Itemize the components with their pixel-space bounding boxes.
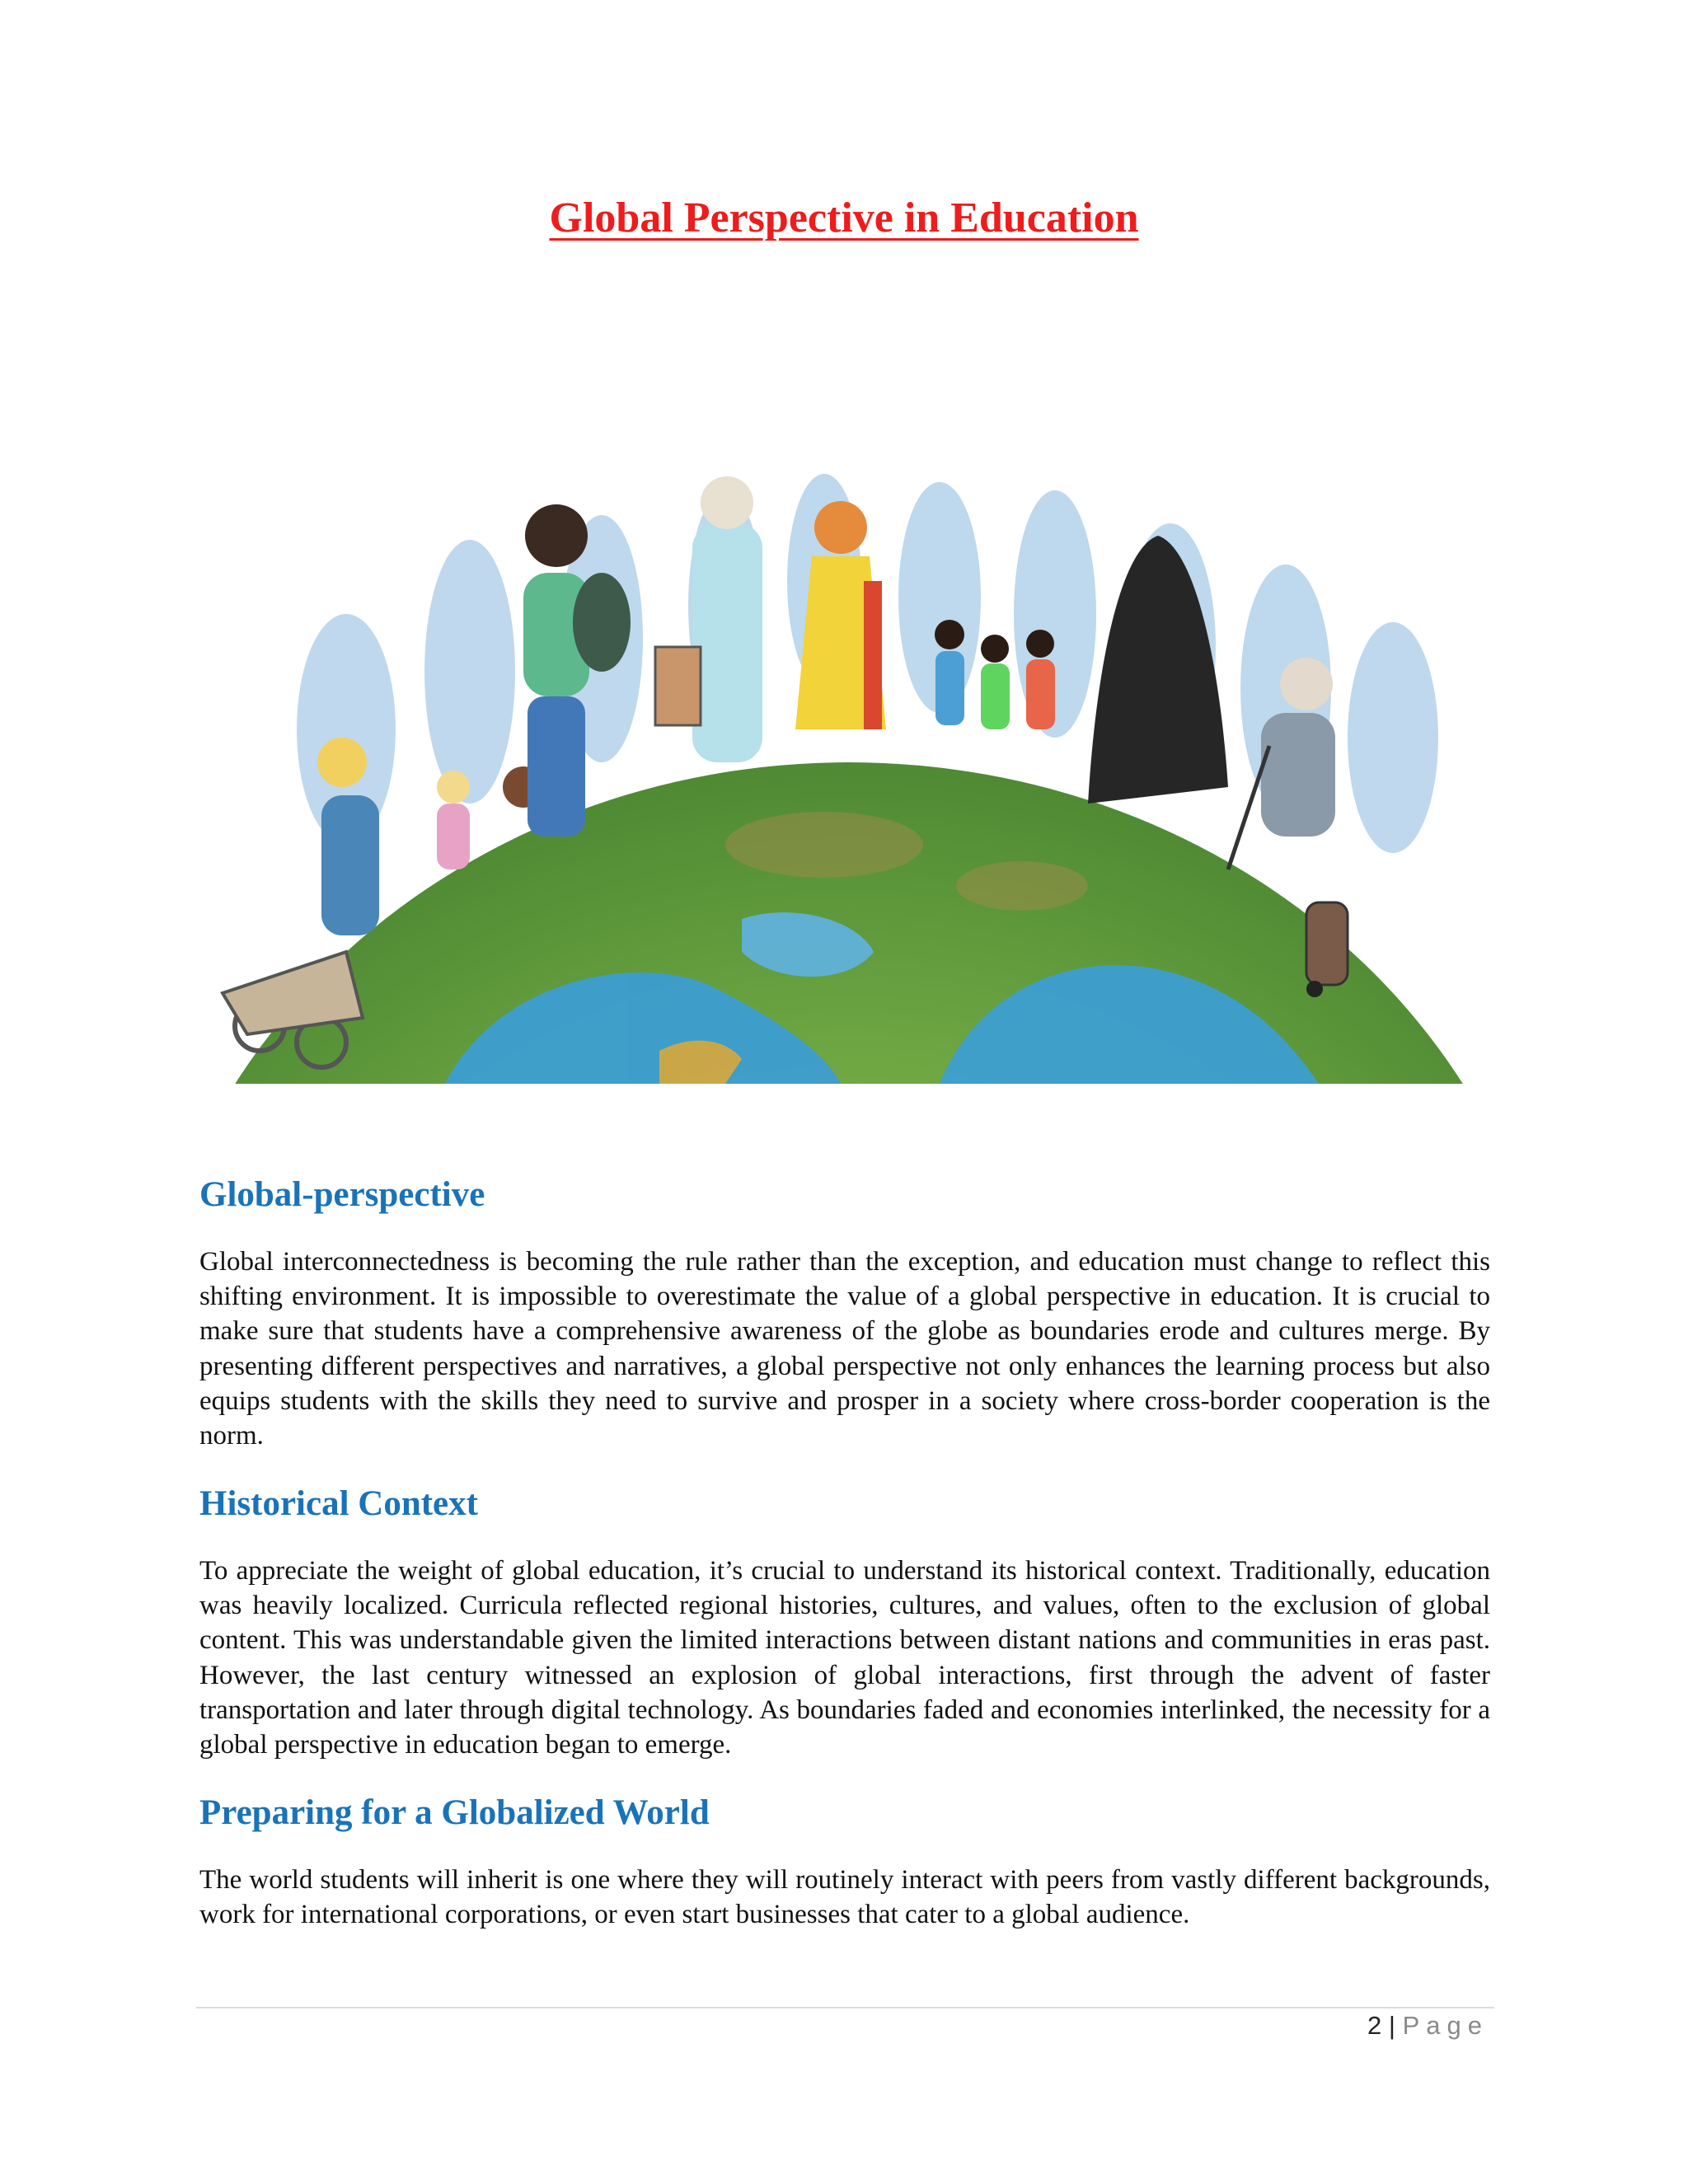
footer-separator: |	[1388, 2011, 1395, 2040]
girl-figure	[437, 771, 470, 869]
page-number: 2	[1367, 2011, 1382, 2040]
page-label: Page	[1402, 2011, 1489, 2040]
page-title	[0, 194, 1688, 242]
section-body-preparing-globalized-world: The world students will inherit is one where they will routinely interact with peers from vastly different backgrounds, work for international corporations, or even start businesses that cater to a global audience.	[199, 1865, 1490, 1930]
section-heading-historical-context: Historical Context	[199, 1484, 478, 1523]
children-figures	[935, 620, 1055, 729]
section-body-historical-context: To appreciate the weight of global education, it’s crucial to understand its historical context. Traditionally, education was heavily localized. Curricula reflected regional histories, cultures, and values, often to the exclusion of global content. This was understandable given the limited interactions between distant nations and communities in eras past. However, the last century witnessed an explosion of global interactions, first through the advent of faster transportation and later through digital technology. As boundaries faded and economies interlinked, the necessity for a global perspective in education began to emerge.	[199, 1556, 1490, 1760]
footer-divider	[196, 2007, 1494, 2008]
page-title-text: Global Perspective in Education	[549, 194, 1139, 241]
globe-with-diverse-people-illustration	[198, 457, 1493, 1084]
page-footer	[1367, 2011, 1489, 2041]
section-heading-global-perspective: Global-perspective	[199, 1175, 485, 1214]
robed-man-figure	[655, 476, 762, 762]
section-body-global-perspective: Global interconnectedness is becoming the rule rather than the exception, and education must change to reflect this shifting environment. It is impossible to overestimate the value of a global perspective in education. It is crucial to make sure that students have a comprehensive awareness of the globe as boundaries erode and cultures merge. By presenting different perspectives and narratives, a global perspective not only enhances the learning process but also equips students with the skills they need to survive and prosper in a society where cross-border cooperation is the norm.	[199, 1247, 1490, 1451]
section-heading-preparing-globalized-world: Preparing for a Globalized World	[199, 1793, 710, 1832]
